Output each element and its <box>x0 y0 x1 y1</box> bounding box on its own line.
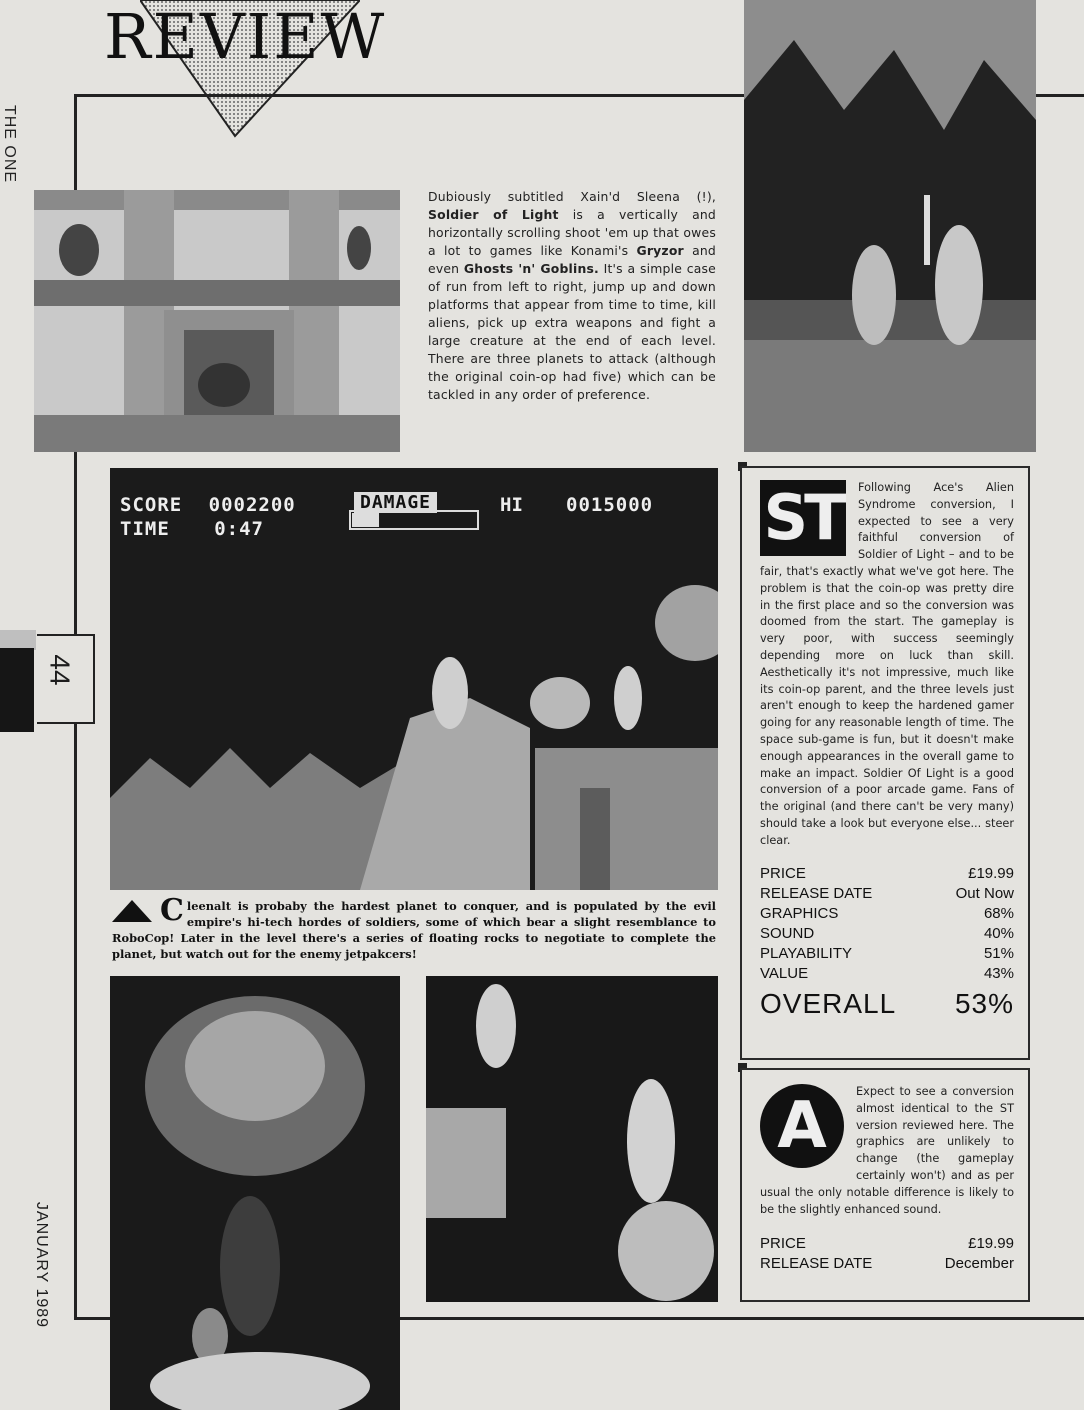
amiga-review-text: Expect to see a conversion almost identical to the ST version reviewed here. The graphics are unlikely to change (the gameplay certainly won't) and as per usual the only notable difference is likely to be the slightly enhanced sound. <box>760 1085 1014 1216</box>
overall-value: 53% <box>954 987 1014 1019</box>
hud-damage-label: DAMAGE <box>354 492 437 513</box>
intro-text-3: It's a simple case of run from left to right, jump up and down platforms that appear from time to time, kill aliens, pick up extra weapons and fight a large creature at the end of each level. There are three planets to attack (although the original coin-op had five) which can be tackled in any order of preference. <box>428 261 717 402</box>
amiga-badge: A <box>760 1084 844 1168</box>
rating-label: PRICE <box>760 1235 806 1253</box>
rating-label: RELEASE DATE <box>760 1255 873 1273</box>
rating-row <box>760 904 1014 924</box>
intro-game-name: Soldier of Light <box>428 207 559 222</box>
amiga-ratings <box>760 1234 1014 1274</box>
hud-time-value: 0:47 <box>214 518 264 540</box>
screenshot-boss <box>110 976 400 1410</box>
hud-hi-value: 0015000 <box>566 494 654 516</box>
screenshot-jetpack <box>426 976 718 1302</box>
rating-label: GRAPHICS <box>760 904 839 922</box>
hud-time-label: TIME <box>120 518 170 540</box>
rating-row <box>760 1234 1014 1254</box>
rating-value: December <box>944 1255 1014 1273</box>
intro-ref-gryzor: Gryzor <box>636 243 684 258</box>
rating-label: SOUND <box>760 924 815 942</box>
hud-score <box>120 494 296 516</box>
hud-hi-label: HI <box>500 494 523 516</box>
overall-score <box>760 988 1014 1020</box>
overall-label: OVERALL <box>760 987 897 1019</box>
issue-date: JANUARY 1989 <box>33 1201 50 1329</box>
screenshot-main-gameplay <box>110 468 718 890</box>
st-review-box <box>740 466 1030 1060</box>
intro-ref-ghosts: Ghosts 'n' Goblins. <box>463 261 599 276</box>
page-tab-grey <box>0 630 36 650</box>
main-caption <box>112 893 716 962</box>
rating-row <box>760 924 1014 944</box>
rating-value: 43% <box>983 964 1014 982</box>
rating-value: Out Now <box>955 884 1014 902</box>
amiga-review-box <box>740 1068 1030 1302</box>
screenshot-temple <box>34 190 400 452</box>
rating-row <box>760 944 1014 964</box>
rating-label: PRICE <box>760 864 806 882</box>
rating-label: PLAYABILITY <box>760 944 852 962</box>
screenshot-knight <box>744 0 1036 452</box>
magazine-name: THE ONE <box>1 104 18 184</box>
st-badge: ST <box>760 480 846 556</box>
page-tab-black <box>0 648 34 732</box>
intro-text-1: is a vertically and horizontally scrolling shoot 'em up that owes a lot to games like Konami's <box>428 207 716 258</box>
rating-value: £19.99 <box>968 864 1014 882</box>
hud-damage-fill <box>352 513 379 527</box>
st-review-text: Following Ace's Alien Syndrome conversion, I expected to see a very faithful conversion of Soldier of Light – and to be fair, that's exactly what we've got here. The problem is that the coin-op was pretty dire in the first place and so the conversion was doomed from the start. The gameplay is very poor, with success seemingly depending more on luck than skill. Aesthetically it's not impressive, much like its coin-op parent, and the three levels just aren't enough to keep the hardened gamer going for any reasonable length of time. The space sub-game is fun, but it doesn't make enough appearances in the overall game to make an impact. Soldier Of Light is a good conversion of a poor arcade game. Fans of the original (and there can't be very many) should take a look but everyone else... steer clear. <box>760 481 1014 847</box>
rating-value: £19.99 <box>968 1235 1014 1253</box>
rating-value: 51% <box>983 944 1014 962</box>
caption-drop-cap: C <box>160 893 184 928</box>
hud-score-label: SCORE <box>120 494 183 516</box>
rating-value: 40% <box>983 924 1014 942</box>
page-number: 44 <box>44 654 76 686</box>
rating-row <box>760 1254 1014 1274</box>
rating-row <box>760 964 1014 984</box>
caption-text: leenalt is probaby the hardest planet to conquer, and is populated by the evil empire's hi-tech hordes of soldiers, some of which bear a slight resemblance to RoboCop! Later in the level there's a series of floating rocks to negotiate to complete the planet, but watch out for the enemy jetpakcers! <box>112 899 716 961</box>
rating-label: RELEASE DATE <box>760 884 873 902</box>
rating-label: VALUE <box>760 964 809 982</box>
st-ratings <box>760 864 1014 984</box>
hud-time <box>120 518 264 540</box>
rating-row <box>760 884 1014 904</box>
caption-triangle-icon <box>112 900 152 922</box>
hud-score-value: 0002200 <box>208 494 296 516</box>
intro-paragraph <box>428 188 716 404</box>
section-title: REVIEW <box>104 0 387 73</box>
intro-alt-title: Dubiously subtitled Xain'd Sleena (!), <box>428 189 716 204</box>
rating-value: 68% <box>983 904 1014 922</box>
intro-text-2: and even <box>428 243 716 276</box>
rating-row <box>760 864 1014 884</box>
